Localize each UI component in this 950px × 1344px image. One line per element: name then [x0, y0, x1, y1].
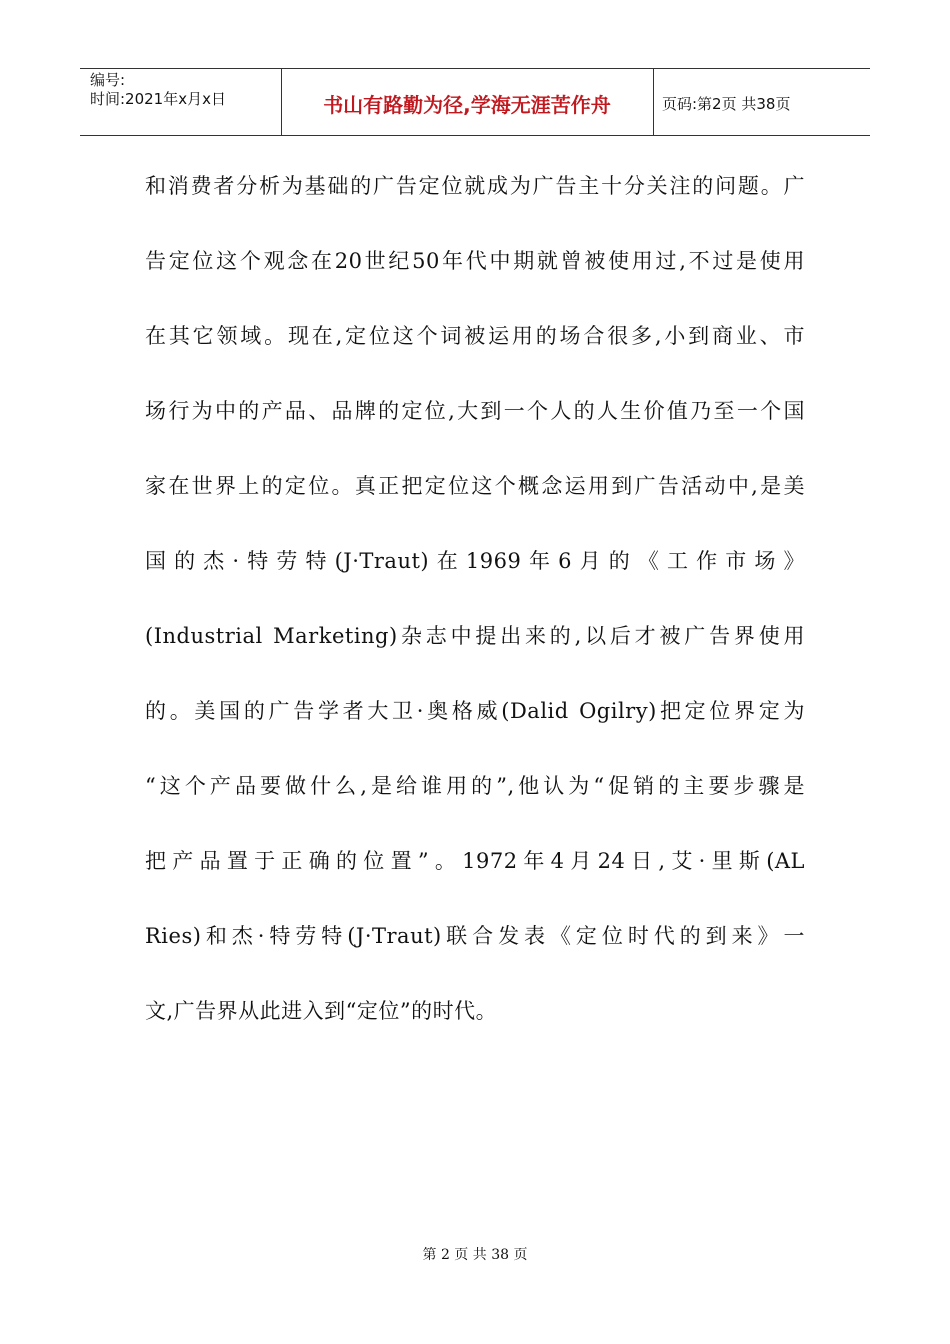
document-body [145, 165, 805, 1065]
page-footer: 第 2 页 共 38 页 [422, 1247, 528, 1263]
header-info-cell [80, 69, 282, 135]
body-line: “这个产品要做什么,是给谁用的”,他认为“促销的主要步骤是 [145, 774, 805, 798]
body-line: (Industrial Marketing)杂志中提出来的,以后才被广告界使用 [145, 624, 805, 648]
body-line: 把产品置于正确的位置”。1972年4月24日,艾·里斯(AL [145, 849, 805, 873]
body-line: 场行为中的产品、品牌的定位,大到一个人的人生价值乃至一个国 [145, 399, 805, 423]
body-line: 国的杰·特劳特(J·Traut)在1969年6月的《工作市场》 [145, 549, 805, 573]
body-line: 在其它领域。现在,定位这个词被运用的场合很多,小到商业、市 [145, 324, 805, 348]
document-number-label: 编号: [90, 71, 126, 89]
body-line: 的。美国的广告学者大卫·奥格威(Dalid Ogilry)把定位界定为 [145, 699, 805, 723]
header-page-cell [653, 69, 870, 135]
body-line: 和消费者分析为基础的广告定位就成为广告主十分关注的问题。广 [145, 174, 805, 198]
body-line: 文,广告界从此进入到“定位”的时代。 [145, 999, 498, 1023]
header-motto-cell [281, 69, 654, 135]
body-line: 家在世界上的定位。真正把定位这个概念运用到广告活动中,是美 [145, 474, 805, 498]
header-motto: 书山有路勤为径,学海无涯苦作舟 [323, 93, 611, 117]
document-time-label: 时间:2021年x月x日 [90, 90, 226, 108]
page-header [80, 68, 870, 136]
header-page-info: 页码:第2页 共38页 [662, 95, 791, 113]
body-line: 告定位这个观念在20世纪50年代中期就曾被使用过,不过是使用 [145, 249, 805, 273]
body-line: Ries)和杰·特劳特(J·Traut)联合发表《定位时代的到来》一 [145, 924, 805, 948]
